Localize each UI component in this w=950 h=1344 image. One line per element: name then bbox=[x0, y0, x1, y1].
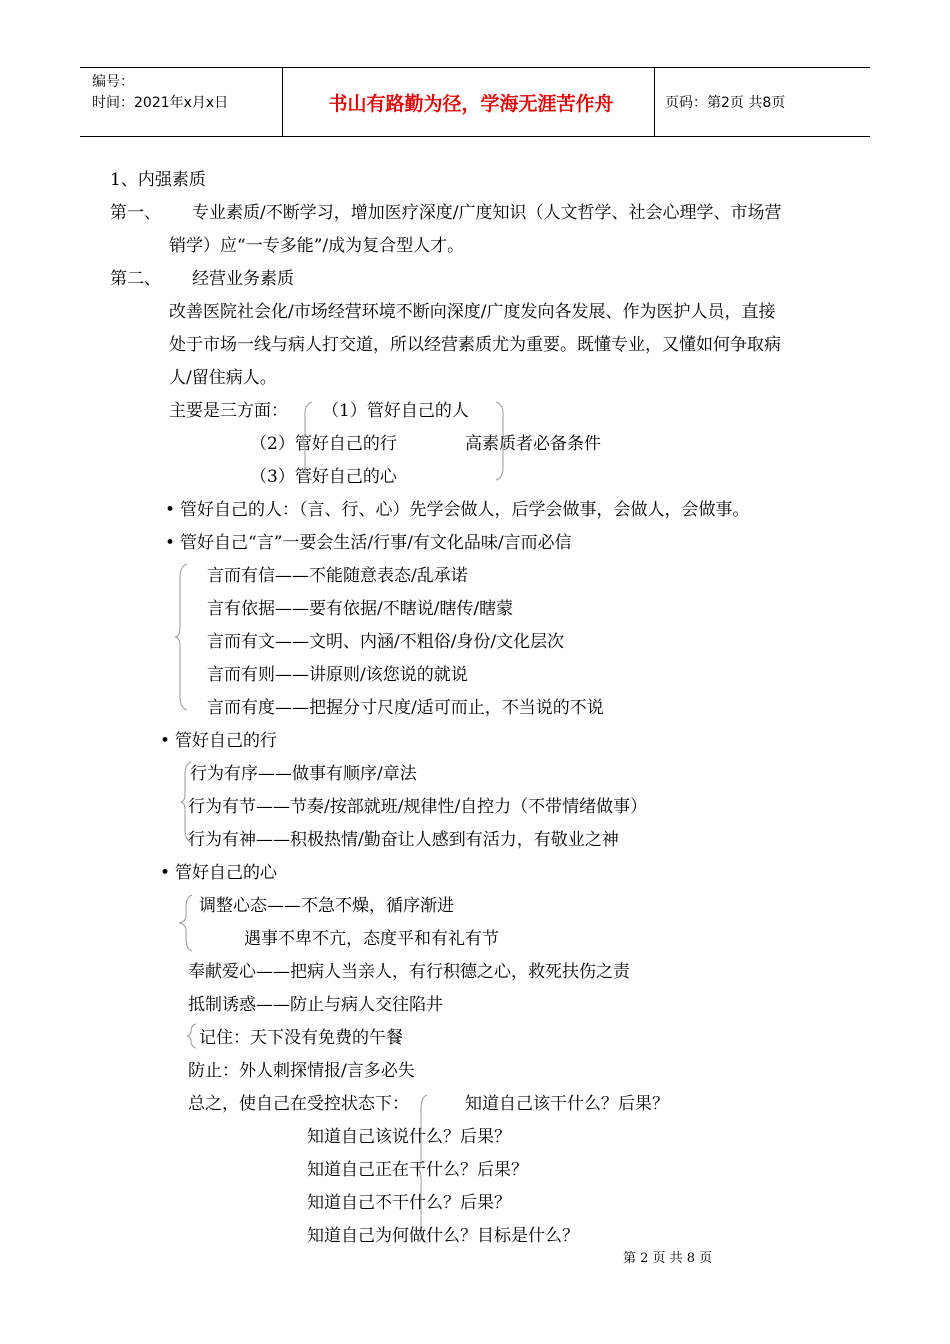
self-awareness-item: 知道自己该干什么？后果？ bbox=[465, 1094, 669, 1114]
bullet-item: 管好自己“言”一要会生活/行事/有文化品味/言而必信 bbox=[180, 533, 572, 553]
speech-rule: 言而有文——文明、内涵/不粗俗/身份/文化层次 bbox=[207, 632, 565, 652]
right-brace-icon bbox=[494, 400, 508, 482]
conduct-rule: 行为有节——节奏/按部就班/规律性/自控力（不带情绪做事） bbox=[188, 797, 648, 817]
header-page-info: 页码：第2页 共8页 bbox=[665, 95, 786, 111]
paragraph-line: 人/留住病人。 bbox=[169, 368, 277, 388]
aspect-item: （3）管好自己的心 bbox=[250, 467, 397, 487]
item-label: 第二、 bbox=[110, 269, 161, 289]
aspect-item: （2）管好自己的行 bbox=[250, 434, 397, 454]
aspect-summary: 高素质者必备条件 bbox=[465, 434, 601, 454]
paragraph-line: 处于市场一线与病人打交道，所以经营素质尤为重要。既懂专业，又懂如何争取病 bbox=[169, 335, 781, 355]
time-label: 时间：2021年x月x日 bbox=[92, 95, 229, 111]
left-brace-icon bbox=[174, 562, 188, 712]
item-label: 第一、 bbox=[110, 203, 161, 223]
speech-rule: 言而有则——讲原则/该您说的就说 bbox=[207, 665, 468, 685]
left-brace-icon bbox=[186, 1022, 198, 1050]
header-divider bbox=[654, 68, 655, 136]
page-footer: 第 2 页 共 8 页 bbox=[623, 1251, 713, 1266]
bullet-item: 管好自己的心 bbox=[175, 863, 277, 883]
conduct-rule: 行为有神——积极热情/勤奋让人感到有活力，有敬业之神 bbox=[188, 830, 619, 850]
mind-rule: 遇事不卑不亢，态度平和有礼有节 bbox=[244, 929, 499, 949]
conduct-rule: 行为有序——做事有顺序/章法 bbox=[190, 764, 417, 784]
self-awareness-item: 知道自己正在干什么？后果？ bbox=[307, 1160, 528, 1180]
speech-rule: 言而有度——把握分寸尺度/适可而止，不当说的不说 bbox=[207, 698, 604, 718]
speech-rule: 言有依据——要有依据/不瞎说/瞎传/瞎蒙 bbox=[207, 599, 514, 619]
left-brace-icon bbox=[178, 893, 194, 953]
mind-rule: 抵制诱惑——防止与病人交往陷井 bbox=[188, 995, 443, 1015]
reminder-line: 防止：外人刺探情报/言多必失 bbox=[188, 1061, 415, 1081]
bullet-icon: • bbox=[165, 500, 176, 520]
bullet-icon: • bbox=[165, 533, 176, 553]
aspect-item: （1）管好自己的人 bbox=[322, 401, 469, 421]
number-label: 编号： bbox=[92, 74, 134, 90]
reminder-line: 记住：天下没有免费的午餐 bbox=[199, 1028, 403, 1048]
document-header bbox=[80, 67, 870, 137]
summary-label: 总之，使自己在受控状态下： bbox=[188, 1094, 409, 1114]
paragraph-line: 专业素质/不断学习，增加医疗深度/广度知识（人文哲学、社会心理学、市场营 bbox=[192, 203, 782, 223]
section-title: 1、内强素质 bbox=[110, 170, 206, 190]
item-heading: 经营业务素质 bbox=[192, 269, 294, 289]
paragraph-line: 改善医院社会化/市场经营环境不断向深度/广度发向各发展、作为医护人员，直接 bbox=[169, 302, 776, 322]
left-brace-icon bbox=[300, 400, 314, 482]
bullet-icon: • bbox=[160, 863, 171, 883]
mind-rule: 奉献爱心——把病人当亲人，有行积德之心，救死扶伤之责 bbox=[188, 962, 630, 982]
header-divider bbox=[282, 68, 283, 136]
header-meta bbox=[92, 72, 228, 114]
three-aspects-label: 主要是三方面： bbox=[169, 401, 288, 421]
self-awareness-item: 知道自己该说什么？后果？ bbox=[307, 1127, 511, 1147]
bullet-icon: • bbox=[160, 731, 171, 751]
self-awareness-item: 知道自己为何做什么？目标是什么？ bbox=[307, 1226, 579, 1246]
bullet-item: 管好自己的行 bbox=[175, 731, 277, 751]
mind-rule: 调整心态——不急不燥，循序渐进 bbox=[199, 896, 454, 916]
self-awareness-item: 知道自己不干什么？后果？ bbox=[307, 1193, 511, 1213]
speech-rule: 言而有信——不能随意表态/乱承诺 bbox=[207, 566, 468, 586]
header-motto: 书山有路勤为径，学海无涯苦作舟 bbox=[328, 92, 614, 115]
bullet-item: 管好自己的人：（言、行、心）先学会做人，后学会做事，会做人，会做事。 bbox=[180, 500, 750, 520]
paragraph-line: 销学）应“一专多能”/成为复合型人才。 bbox=[169, 236, 465, 256]
